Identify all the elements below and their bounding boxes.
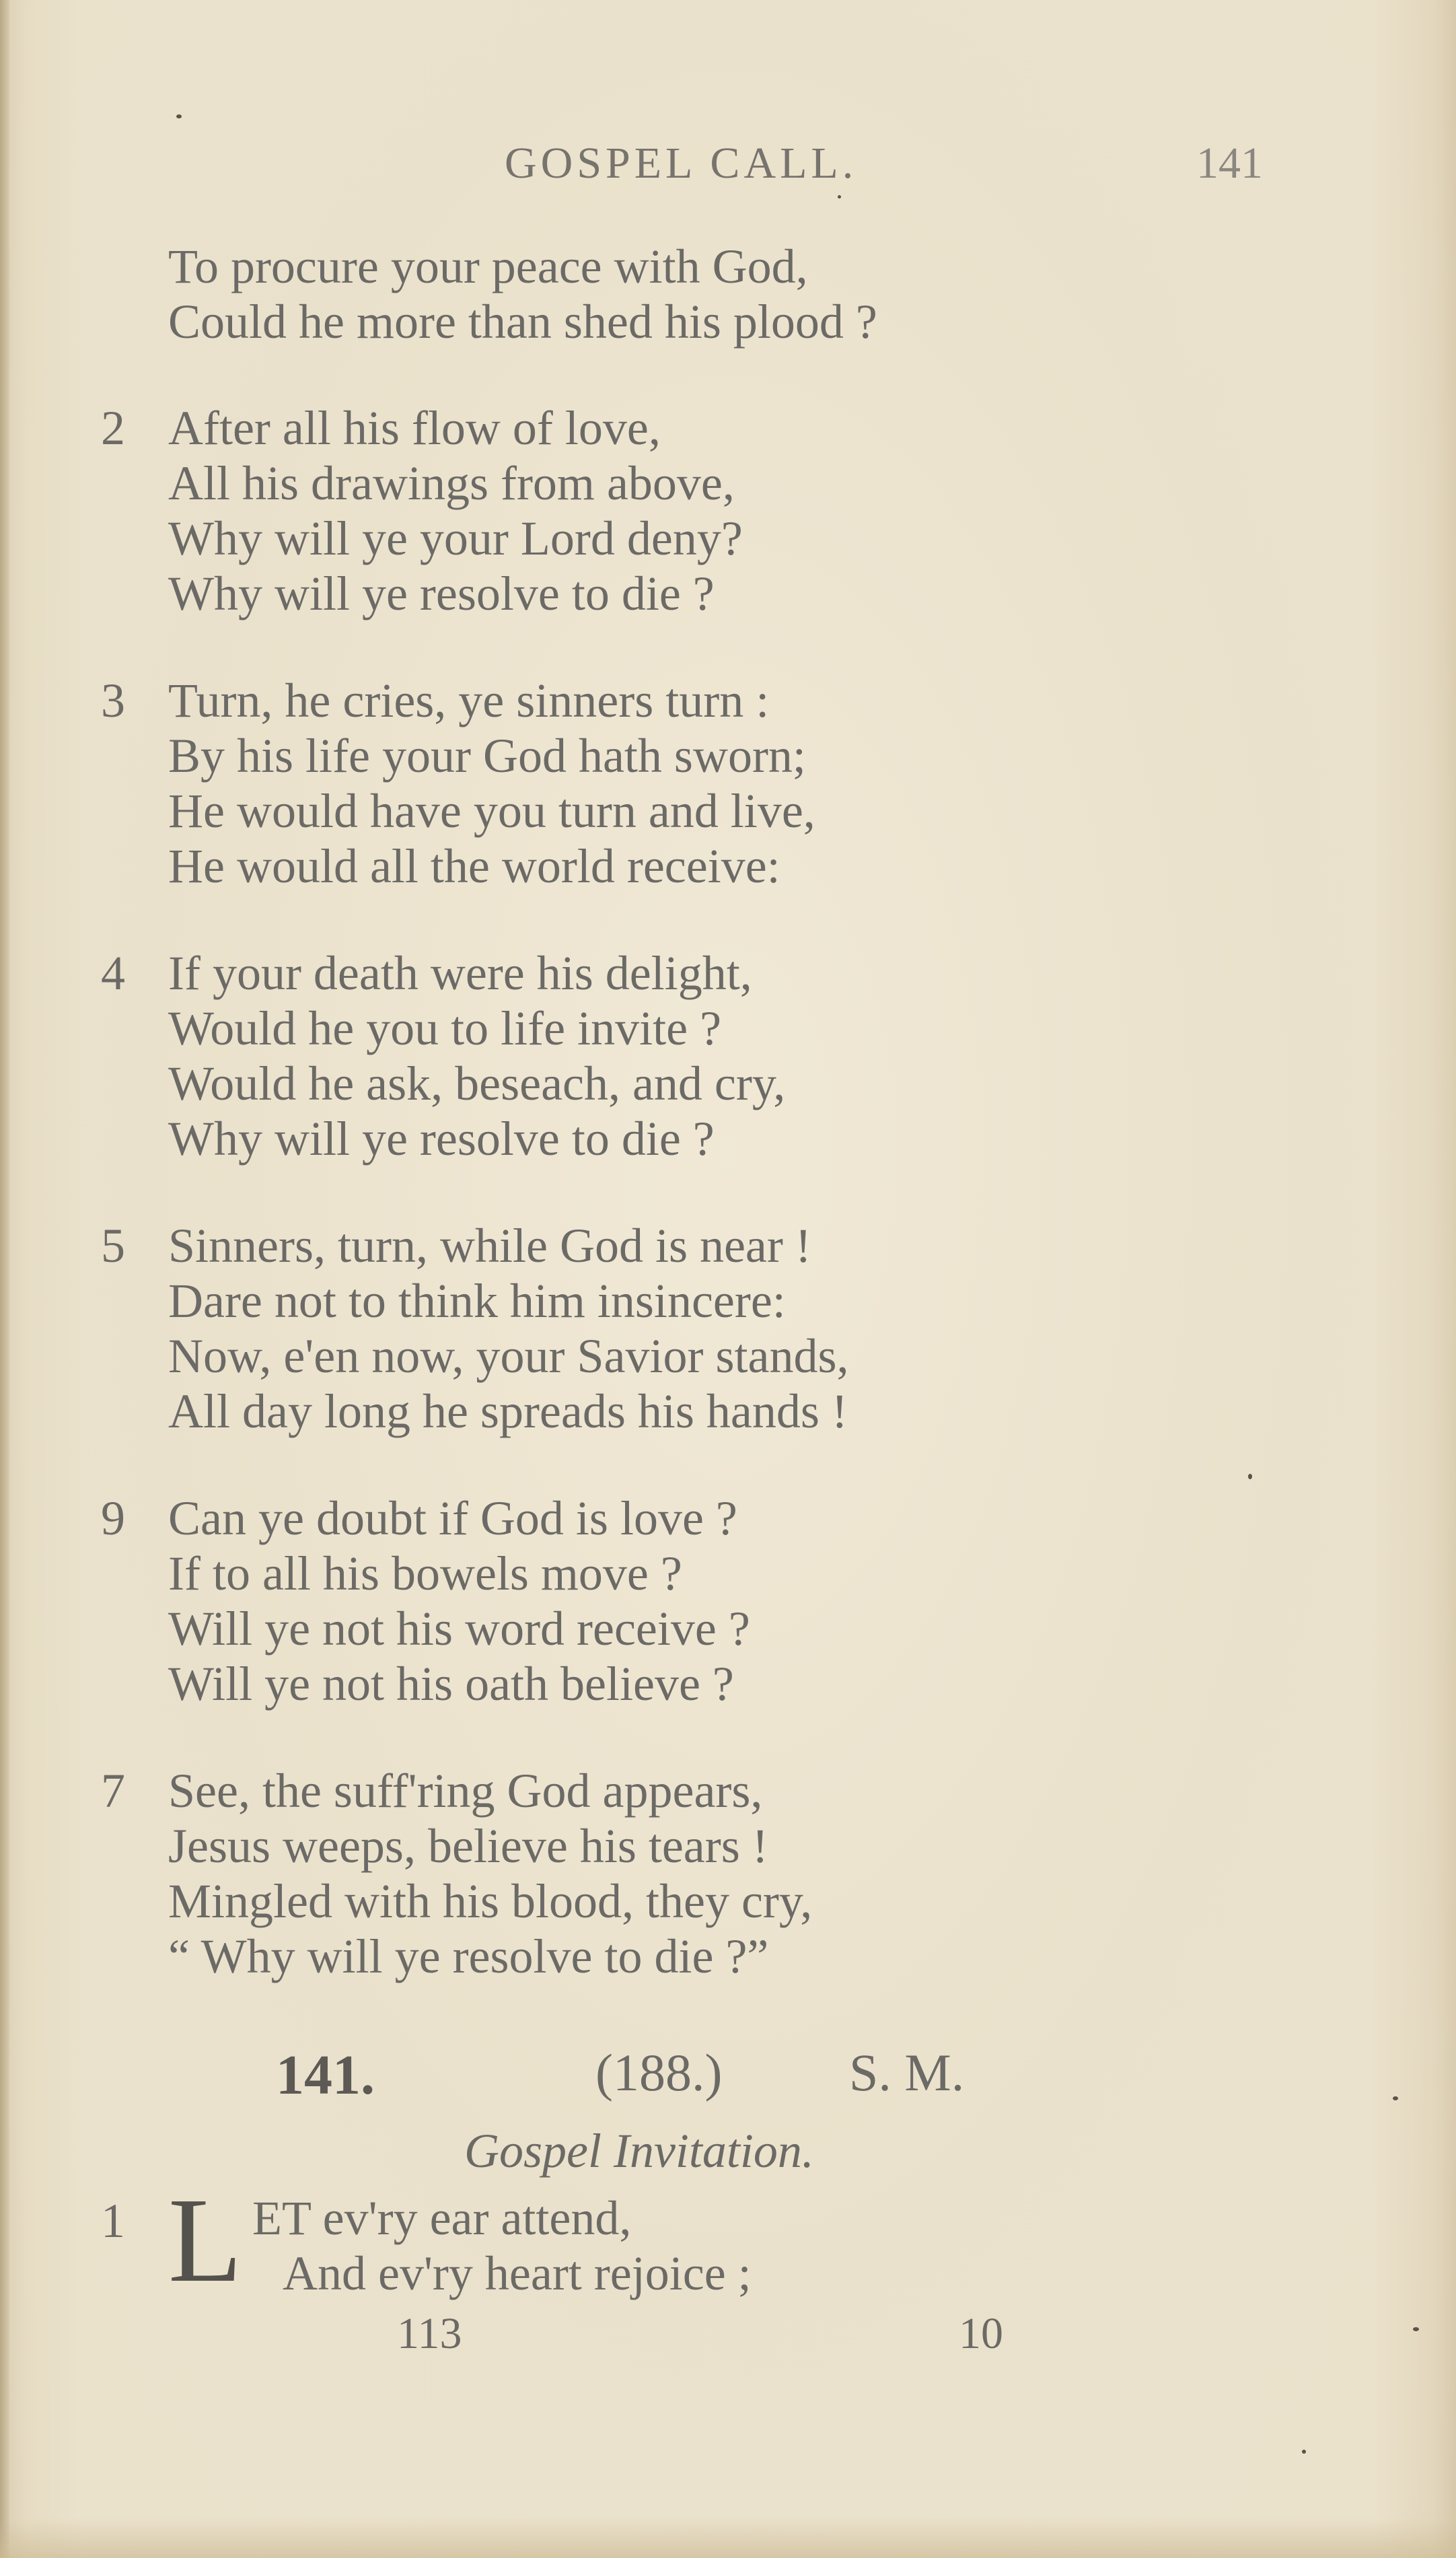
line-text: All his drawings from above, [168, 456, 735, 510]
stanza-2 [101, 400, 1312, 621]
line-text: Sinners, turn, while God is near ! [168, 1219, 811, 1273]
stanza-line [101, 1874, 1312, 1929]
stanza-line [101, 511, 1312, 566]
page-header [0, 138, 1456, 205]
stanza-5 [101, 1218, 1312, 1439]
stanza-line [101, 1001, 1312, 1056]
stanza-line [101, 239, 1312, 294]
line-text: “ Why will ye resolve to die ?” [168, 1929, 769, 1983]
line-text: Turn, he cries, ye sinners turn : [168, 674, 770, 727]
line-text: After all his flow of love, [168, 401, 661, 455]
paper-speck [1248, 1474, 1252, 1479]
stanza-line [101, 1384, 1312, 1439]
stanza-line [101, 946, 1312, 1001]
page-bottom-edge [0, 2518, 1456, 2558]
verse-number: 5 [101, 1219, 125, 1273]
hymn-number: 141. [276, 2044, 375, 2106]
stanza-line [101, 1818, 1312, 1874]
drop-cap: L [168, 2173, 242, 2307]
stanza-line [101, 1328, 1312, 1384]
line-text: Would he you to life invite ? [168, 1001, 722, 1055]
line-text: By his life your God hath sworn; [168, 729, 806, 783]
verse-number: 3 [101, 674, 125, 727]
line-text: Would he ask, beseach, and cry, [168, 1057, 786, 1110]
first-verse-line-1: ET ev'ry ear attend, [252, 2191, 632, 2245]
verse-number: 9 [101, 1491, 125, 1545]
line-text: If your death were his delight, [168, 946, 752, 1000]
hymn-meter: S. M. [849, 2043, 965, 2102]
page-footer [0, 2308, 1456, 2369]
stanza-line [101, 1111, 1312, 1166]
first-verse-line-2: And ev'ry heart rejoice ; [283, 2246, 752, 2300]
line-text: See, the suff'ring God appears, [168, 1764, 763, 1818]
stanza-line [101, 294, 1312, 349]
line-text: Will ye not his word receive ? [168, 1602, 750, 1656]
hymn-heading [0, 2042, 1456, 2110]
stanza-continuation [101, 239, 1312, 349]
verse-number: 2 [101, 401, 125, 455]
stanza-line [101, 1218, 1312, 1273]
verse-number: 4 [101, 946, 125, 1000]
gathering-number: 10 [959, 2309, 1003, 2358]
paper-speck [838, 195, 841, 199]
stanza-9 [101, 1491, 1312, 1711]
signature-number: 113 [397, 2309, 462, 2358]
stanza-line [101, 456, 1312, 511]
stanza-line [101, 1929, 1312, 1984]
line-text: He would all the world receive: [168, 839, 780, 893]
verse-number: 1 [101, 2194, 125, 2248]
line-text: Could he more than shed his plood ? [168, 295, 877, 349]
stanza-line [101, 1601, 1312, 1656]
hymn-title: Gospel Invitation. [464, 2124, 814, 2178]
line-text: He would have you turn and live, [168, 784, 815, 838]
stanza-7 [101, 1763, 1312, 1984]
line-text: Dare not to think him insincere: [168, 1274, 786, 1328]
stanza-line [101, 1763, 1312, 1818]
line-text: Why will ye resolve to die ? [168, 1112, 715, 1166]
stanza-4 [101, 946, 1312, 1166]
stanza-line [101, 566, 1312, 621]
stanza-line [101, 1273, 1312, 1328]
line-text: To procure your peace with God, [168, 240, 808, 293]
stanza-line [101, 1056, 1312, 1111]
stanza-3 [101, 673, 1312, 894]
stanza-line [101, 839, 1312, 894]
paper-speck [1302, 2450, 1306, 2454]
line-text: All day long he spreads his hands ! [168, 1384, 848, 1438]
line-text: Mingled with his blood, they cry, [168, 1874, 813, 1928]
stanza-line [101, 1491, 1312, 1546]
line-text: Why will ye your Lord deny? [168, 511, 743, 565]
stanza-line [101, 1546, 1312, 1601]
first-verse [101, 2173, 1312, 2312]
stanza-line [101, 783, 1312, 839]
stanza-line [101, 1656, 1312, 1711]
line-text: Now, e'en now, your Savior stands, [168, 1329, 849, 1383]
line-text: Jesus weeps, believe his tears ! [168, 1819, 768, 1873]
running-title: GOSPEL CALL. [505, 139, 858, 188]
paper-speck [1393, 2096, 1398, 2100]
line-text: If to all his bowels move ? [168, 1547, 682, 1600]
line-text: Can ye doubt if God is love ? [168, 1491, 737, 1545]
paper-speck [176, 114, 182, 118]
page-number: 141 [1196, 139, 1263, 188]
page-left-edge [0, 0, 9, 2558]
verse-number: 7 [101, 1764, 125, 1818]
stanza-line [101, 400, 1312, 456]
hymn-reference: (188.) [595, 2043, 723, 2102]
line-text: Why will ye resolve to die ? [168, 567, 715, 620]
paper-speck [1413, 2327, 1419, 2331]
line-text: Will ye not his oath believe ? [168, 1657, 734, 1711]
stanza-line [101, 673, 1312, 728]
stanza-line [101, 728, 1312, 783]
